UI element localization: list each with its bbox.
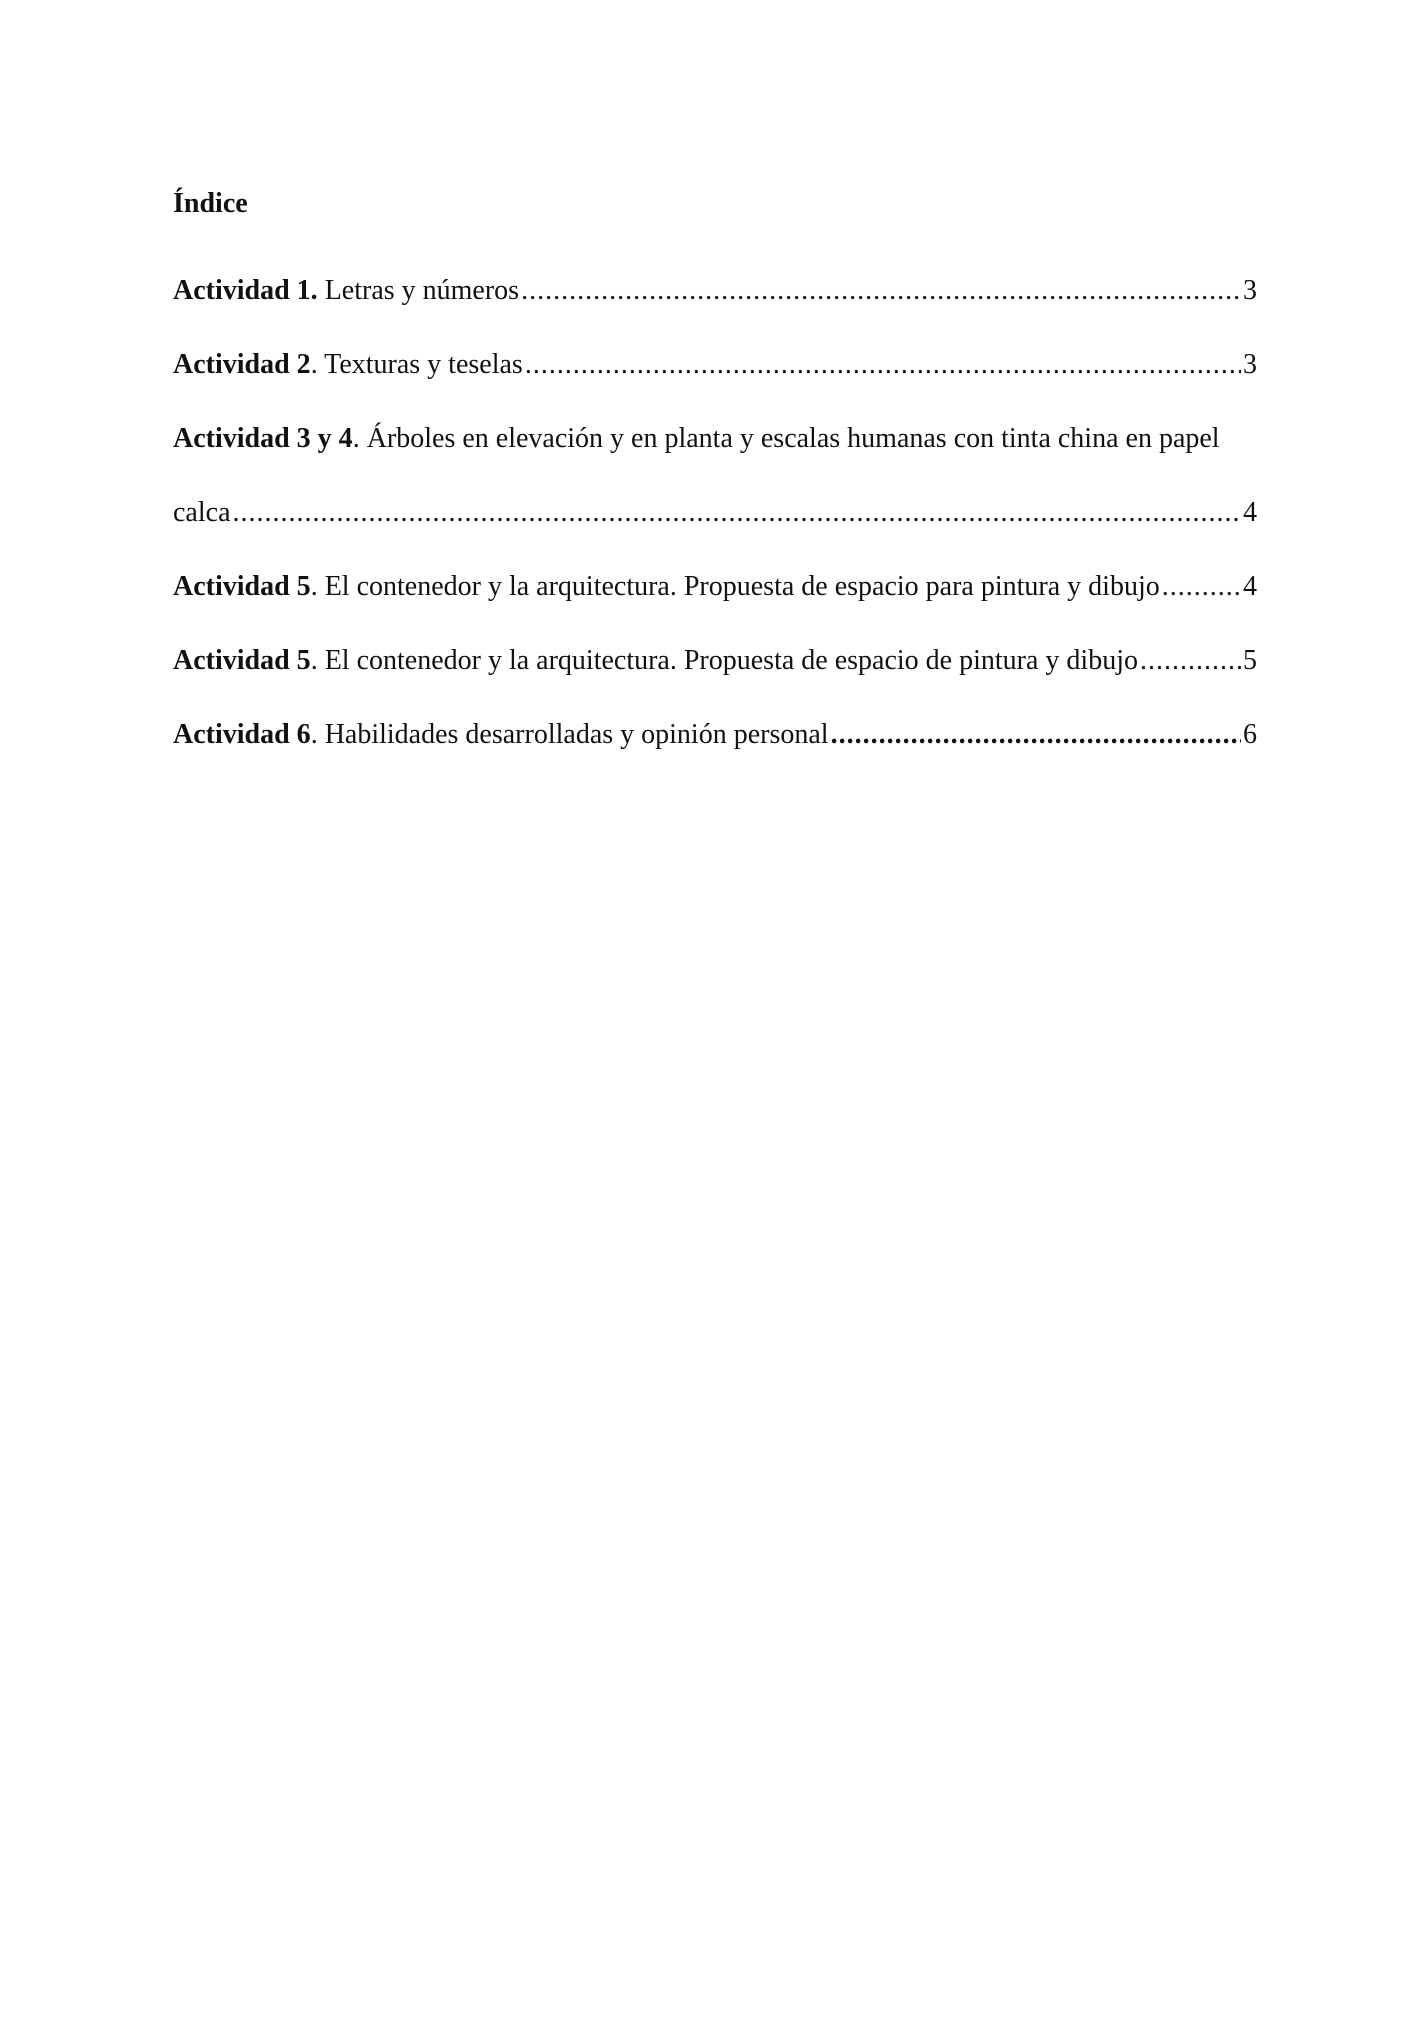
toc-page-number: 3: [1243, 275, 1257, 306]
toc-entry-label: Actividad 2: [173, 349, 311, 380]
dot-leader: [233, 476, 1242, 550]
toc-entry-text: [173, 254, 519, 328]
toc-entry-text: [173, 550, 1160, 624]
toc-entry-label: Actividad 3 y 4: [173, 423, 353, 454]
toc-page-number: 4: [1243, 571, 1257, 602]
table-of-contents: [173, 180, 1257, 772]
dot-leader: [521, 254, 1241, 328]
toc-entry-label: Actividad 5: [173, 571, 311, 602]
toc-entry-actividad-6[interactable]: [173, 698, 1257, 772]
toc-entry-title: . Árboles en elevación y en planta y escalas humanas con tinta china en papel: [352, 423, 1220, 454]
toc-entry-label: Actividad 6: [173, 719, 311, 750]
toc-entry-title: Letras y números: [317, 275, 520, 306]
toc-page-number: 6: [1243, 719, 1257, 750]
dot-leader: [1162, 550, 1241, 624]
toc-page-number: 5: [1243, 645, 1257, 676]
toc-entry-actividad-3-y-4[interactable]: [173, 402, 1257, 550]
toc-entry-text: [173, 624, 1138, 698]
toc-entry-actividad-5-a[interactable]: [173, 550, 1257, 624]
toc-entry-text: [173, 402, 1257, 476]
toc-entry-actividad-2[interactable]: [173, 328, 1257, 402]
toc-entry-title: . El contenedor y la arquitectura. Propuesta de espacio de pintura y dibujo: [310, 645, 1138, 676]
toc-entry-title: . El contenedor y la arquitectura. Propuesta de espacio para pintura y dibujo: [310, 571, 1160, 602]
toc-entry-label: Actividad 5: [173, 645, 311, 676]
toc-entry-label: Actividad 1.: [173, 275, 318, 306]
toc-entry-title-continuation: calca: [173, 497, 231, 528]
toc-entry-actividad-5-b[interactable]: [173, 624, 1257, 698]
toc-heading: Índice: [173, 188, 248, 219]
toc-page-number: 3: [1243, 349, 1257, 380]
toc-page-number: 4: [1243, 497, 1257, 528]
dot-leader: [831, 698, 1241, 772]
toc-entry-title: . Texturas y teselas: [310, 349, 523, 380]
toc-entry-text: [173, 328, 523, 402]
toc-entry-actividad-1[interactable]: [173, 254, 1257, 328]
dot-leader: [525, 328, 1241, 402]
dot-leader: [1140, 624, 1241, 698]
toc-entry-text: [173, 698, 829, 772]
toc-entry-title: . Habilidades desarrolladas y opinión personal: [310, 719, 829, 750]
